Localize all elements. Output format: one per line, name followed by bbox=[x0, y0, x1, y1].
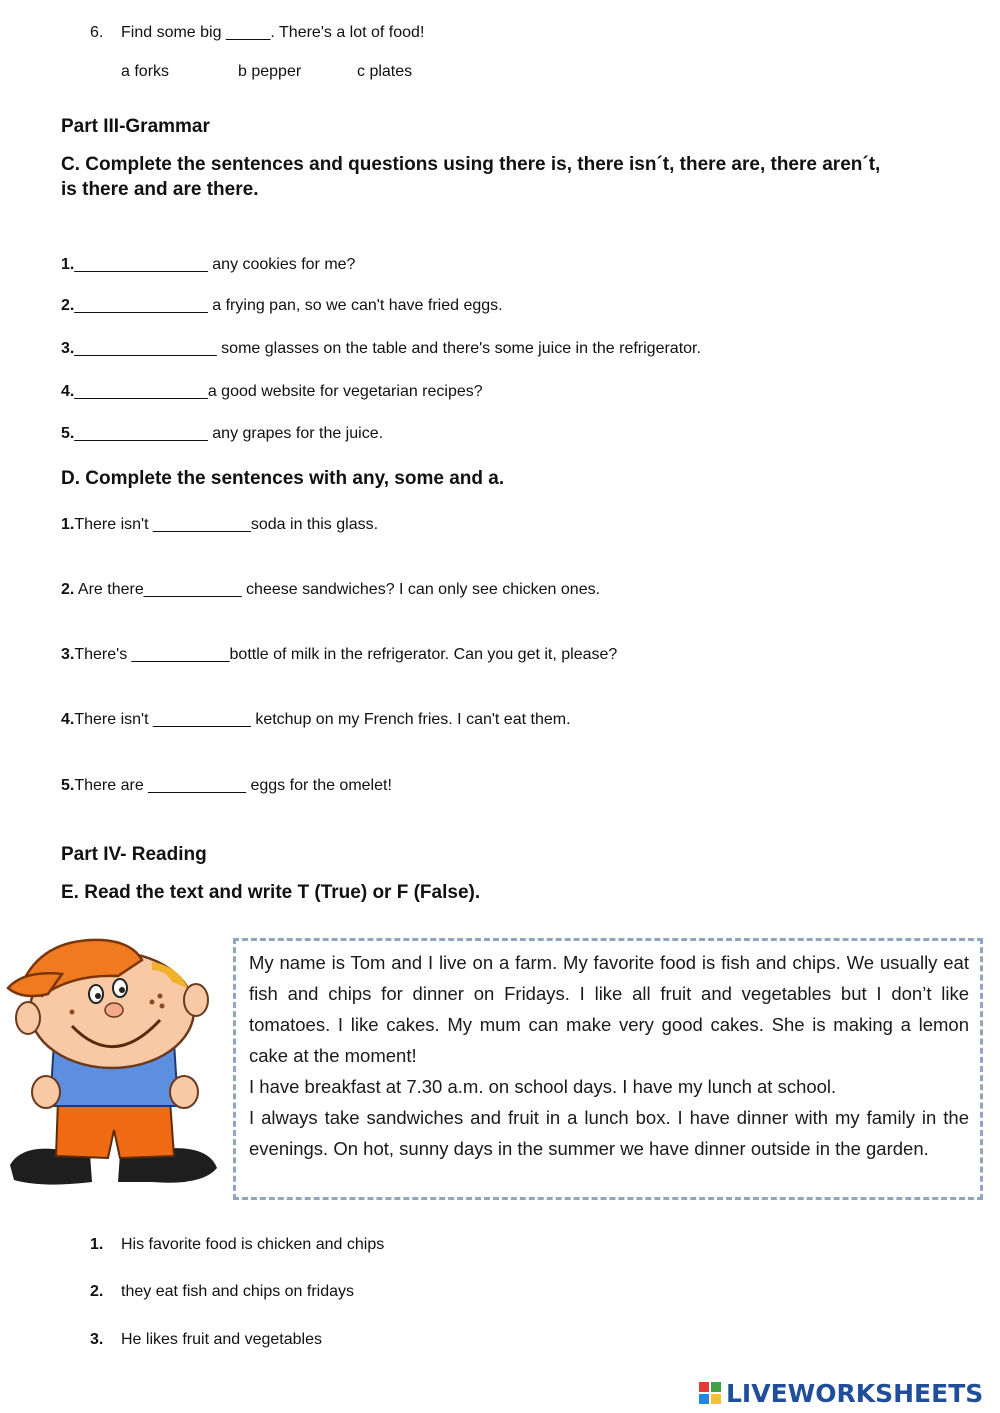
item-number: 2. bbox=[61, 581, 75, 598]
item-text: ________________ some glasses on the table and there's some juice in the refrigerator. bbox=[74, 340, 701, 357]
item-text: _______________ any cookies for me? bbox=[74, 256, 356, 273]
part-e-instruction: E. Read the text and write T (True) or F (False). bbox=[61, 882, 481, 903]
freckle bbox=[70, 1010, 75, 1015]
part-d-item-2 bbox=[61, 581, 600, 599]
item-number: 5. bbox=[61, 777, 75, 794]
freckle bbox=[150, 1000, 155, 1005]
right-hand bbox=[170, 1076, 198, 1108]
part-d-item-4 bbox=[61, 711, 571, 729]
reading-passage bbox=[249, 947, 969, 1164]
pants bbox=[56, 1100, 174, 1158]
item-number: 3. bbox=[61, 340, 75, 357]
left-hand bbox=[32, 1076, 60, 1108]
part-4-title: Part IV- Reading bbox=[61, 844, 207, 865]
part-d-item-1 bbox=[61, 516, 378, 534]
part-d-item-5 bbox=[61, 777, 392, 795]
part-c-item-4 bbox=[61, 383, 483, 401]
nose bbox=[105, 1003, 123, 1017]
question-6-option-b: b pepper bbox=[238, 63, 302, 80]
item-text: _______________a good website for vegetarian recipes? bbox=[74, 383, 483, 400]
reading-paragraph-2: I have breakfast at 7.30 a.m. on school days. I have my lunch at school. bbox=[249, 1076, 837, 1097]
cartoon-boy-illustration bbox=[2, 930, 222, 1195]
right-pupil bbox=[119, 987, 125, 993]
liveworksheets-logo bbox=[698, 1377, 983, 1409]
reading-paragraph-3: I always take sandwiches and fruit in a lunch box. I have dinner with my family in the evenings. On hot, sunny days in the summer we have dinner outside in the garden. bbox=[249, 1107, 969, 1159]
right-ear bbox=[184, 984, 208, 1016]
item-text: _______________ a frying pan, so we can't have fried eggs. bbox=[74, 297, 503, 314]
statement-3-number: 3. bbox=[90, 1331, 104, 1348]
statement-1-number: 1. bbox=[90, 1236, 104, 1253]
reading-paragraph-1: My name is Tom and I live on a farm. My favorite food is fish and chips. We usually eat fish and chips for dinner on Fridays. I like all fruit and vegetables but I don’t like tomatoes. I like cakes. My mum can make very good cakes. She is making a lemon cake at the moment! bbox=[249, 952, 969, 1066]
item-text: There's ___________bottle of milk in the refrigerator. Can you get it, please? bbox=[74, 646, 618, 663]
logo-grid-icon bbox=[698, 1381, 722, 1405]
statement-3-text: He likes fruit and vegetables bbox=[121, 1331, 322, 1348]
freckle bbox=[158, 994, 163, 999]
item-number: 1. bbox=[61, 256, 75, 273]
item-number: 5. bbox=[61, 425, 75, 442]
question-6-number: 6. bbox=[90, 24, 104, 41]
statement-1-text: His favorite food is chicken and chips bbox=[121, 1236, 385, 1253]
item-number: 1. bbox=[61, 516, 75, 533]
part-3-title: Part III-Grammar bbox=[61, 116, 210, 137]
item-text: _______________ any grapes for the juice. bbox=[74, 425, 384, 442]
item-text: Are there___________ cheese sandwiches? I can only see chicken ones. bbox=[74, 581, 601, 598]
question-6-text: Find some big _____. There's a lot of food! bbox=[121, 24, 425, 41]
question-6-option-a: a forks bbox=[121, 63, 170, 80]
part-d-item-3 bbox=[61, 646, 617, 664]
part-c-item-1 bbox=[61, 256, 355, 274]
freckle bbox=[160, 1004, 165, 1009]
item-text: There isn't ___________ ketchup on my French fries. I can't eat them. bbox=[74, 711, 571, 728]
item-text: There isn't ___________soda in this glass. bbox=[74, 516, 379, 533]
part-c-item-2 bbox=[61, 297, 503, 315]
item-number: 4. bbox=[61, 711, 75, 728]
question-6-option-c: c plates bbox=[357, 63, 413, 80]
part-c-instruction-line-2: is there and are there. bbox=[61, 179, 259, 200]
part-c-item-5 bbox=[61, 425, 383, 443]
statement-2-number: 2. bbox=[90, 1283, 104, 1300]
item-number: 3. bbox=[61, 646, 75, 663]
statement-2-text: they eat fish and chips on fridays bbox=[121, 1283, 355, 1300]
item-number: 2. bbox=[61, 297, 75, 314]
part-c-instruction-line-1: C. Complete the sentences and questions using there is, there isn´t, there are, there aren´t, bbox=[61, 154, 881, 175]
logo-text: LIVEWORKSHEETS bbox=[726, 1378, 984, 1408]
item-text: There are ___________ eggs for the omelet! bbox=[74, 777, 392, 794]
item-number: 4. bbox=[61, 383, 75, 400]
part-c-item-3 bbox=[61, 340, 701, 358]
left-ear bbox=[16, 1002, 40, 1034]
left-pupil bbox=[95, 993, 101, 999]
part-d-instruction: D. Complete the sentences with any, some and a. bbox=[61, 468, 505, 489]
